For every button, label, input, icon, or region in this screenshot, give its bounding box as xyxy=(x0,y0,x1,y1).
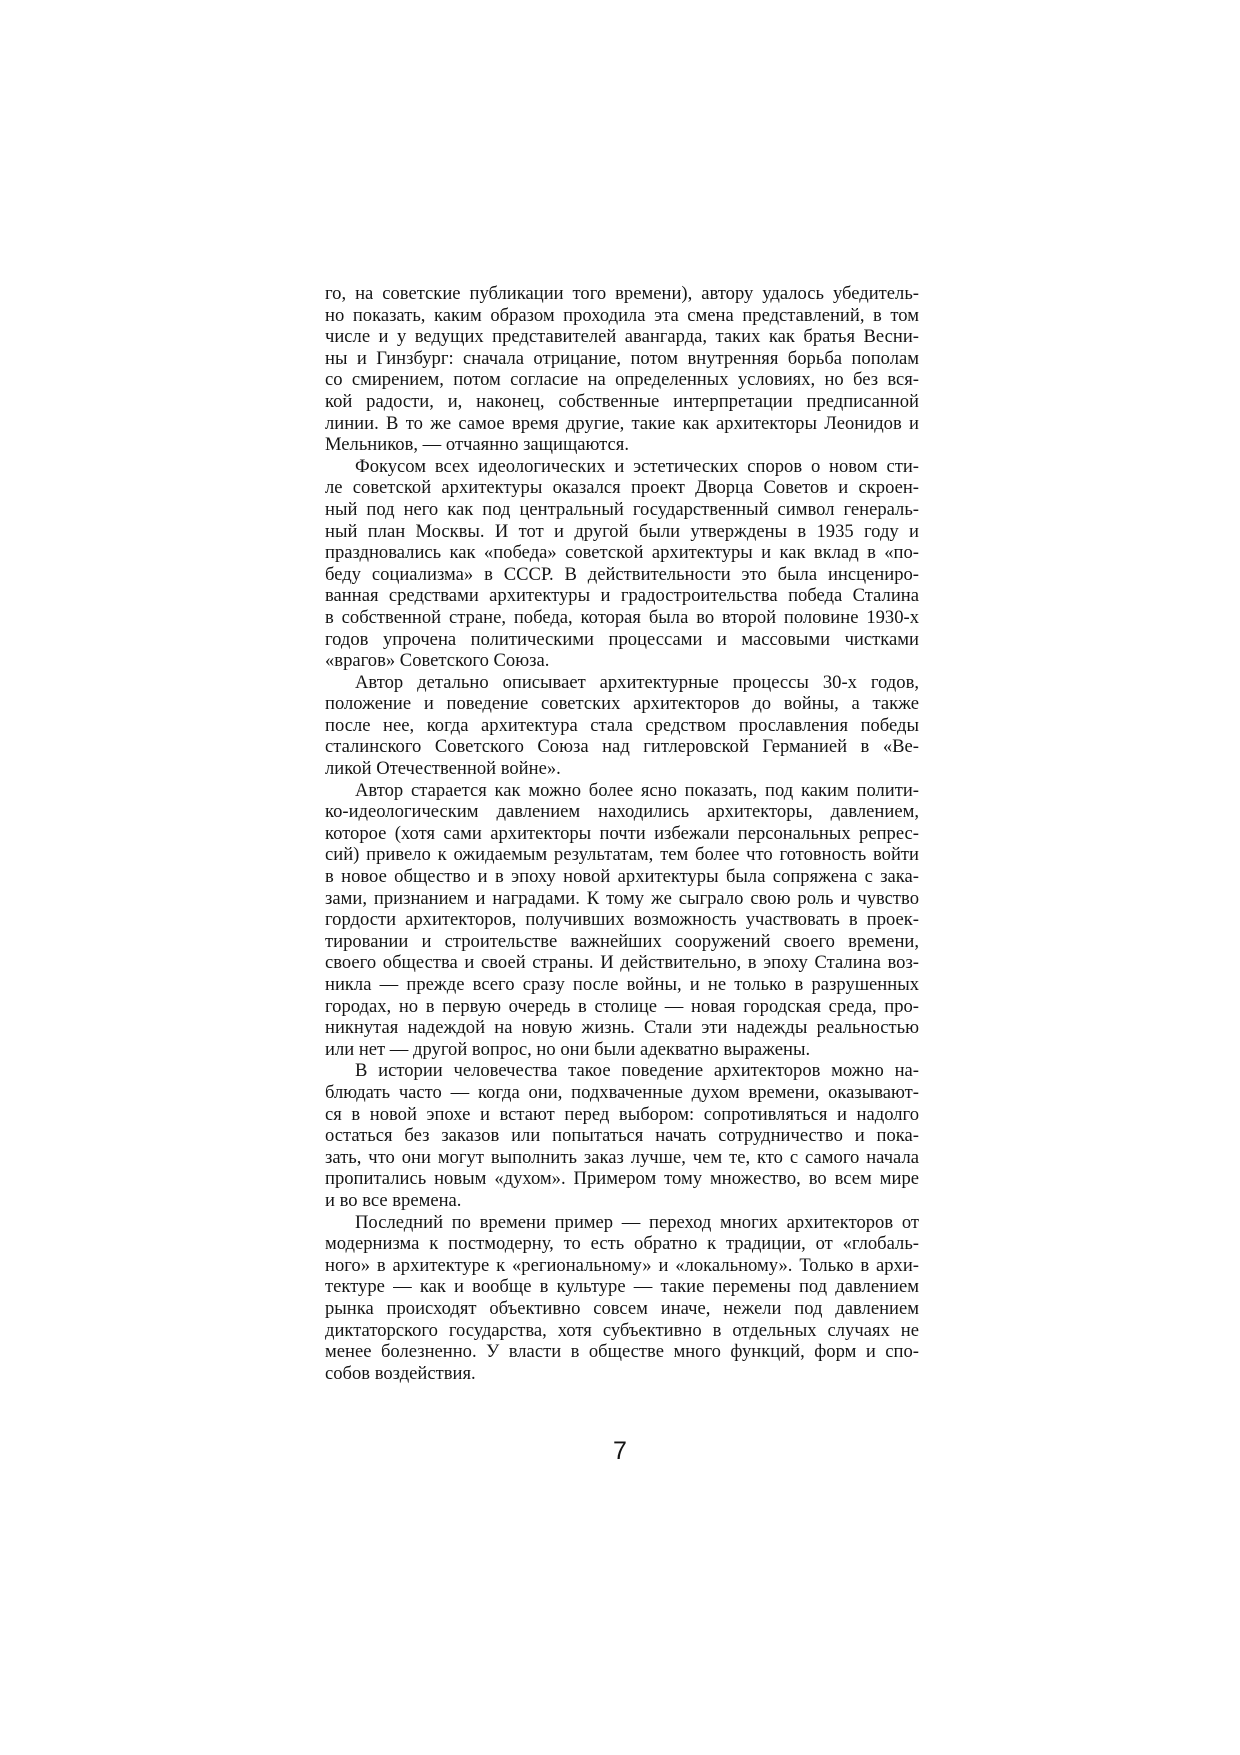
text-line: Мельников, — отчаянно защищаются. xyxy=(325,434,629,456)
text-line: ко-идеологическим давлением находились архитекторы, давлением, xyxy=(325,801,919,823)
text-line: сталинского Советского Союза над гитлеровской Германией в «Ве- xyxy=(325,736,919,758)
text-line: тировании и строительстве важнейших сооружений своего времени, xyxy=(325,930,919,952)
text-line: которое (хотя сами архитекторы почти избежали персональных репрес- xyxy=(325,822,919,844)
text-line: праздновались как «победа» советской архитектуры и как вклад в «по- xyxy=(325,542,919,564)
text-line: или нет — другой вопрос, но они были адекватно выражены. xyxy=(325,1038,811,1060)
text-line: модернизма к постмодерну, то есть обратно к традиции, от «глобаль- xyxy=(325,1233,919,1255)
text-line: тектуре — как и вообще в культуре — такие перемены под давлением xyxy=(325,1276,919,1298)
text-line: городах, но в первую очередь в столице — новая городская среда, про- xyxy=(325,995,919,1017)
text-line: Фокусом всех идеологических и эстетических споров о новом сти- xyxy=(355,455,919,477)
text-line: беду социализма» в СССР. В действительности это была инсцениро- xyxy=(325,563,919,585)
text-line: ванная средствами архитектуры и градостроительства победа Сталина xyxy=(325,585,919,607)
paragraph xyxy=(325,672,919,780)
paragraph xyxy=(325,456,919,672)
text-line: рынка происходят объективно совсем иначе, нежели под давлением xyxy=(325,1297,919,1319)
text-line: блюдать часто — когда они, подхваченные духом времени, оказывают- xyxy=(325,1081,919,1103)
text-line: ный план Москвы. И тот и другой были утверждены в 1935 году и xyxy=(325,520,919,542)
text-line: Автор детально описывает архитектурные процессы 30-х годов, xyxy=(355,671,919,693)
text-line: годов упрочена политическими процессами и массовыми чистками xyxy=(325,628,919,650)
text-line: пропитались новым «духом». Примером тому множество, во всем мире xyxy=(325,1168,919,1190)
text-line: положение и поведение советских архитекторов до войны, а также xyxy=(325,693,919,715)
text-line: ся в новой эпохе и встают перед выбором: сопротивляться и надолго xyxy=(325,1103,919,1125)
text-line: никнутая надеждой на новую жизнь. Стали эти надежды реальностью xyxy=(325,1017,919,1039)
text-line: зать, что они могут выполнить заказ лучше, чем те, кто с самого начала xyxy=(325,1146,919,1168)
text-line: ны и Гинзбург: сначала отрицание, потом внутренняя борьба пополам xyxy=(325,347,919,369)
text-line: числе и у ведущих представителей авангарда, таких как братья Весни- xyxy=(325,326,919,348)
text-line: В истории человечества такое поведение архитекторов можно на- xyxy=(355,1060,919,1082)
paragraph xyxy=(325,1060,919,1211)
paragraph xyxy=(325,780,919,1061)
text-line: но показать, каким образом проходила эта смена представлений, в том xyxy=(325,304,919,326)
text-line: диктаторского государства, хотя субъективно в отдельных случаях не xyxy=(325,1319,919,1341)
page-number: 7 xyxy=(613,1437,627,1465)
text-line: со смирением, потом согласие на определенных условиях, но без вся- xyxy=(325,369,919,391)
text-line: Последний по времени пример — переход многих архитекторов от xyxy=(355,1211,919,1233)
text-line: го, на советские публикации того времени), автору удалось убедитель- xyxy=(325,283,919,304)
text-line: собов воздействия. xyxy=(325,1362,476,1384)
text-line: в собственной стране, победа, которая была во второй половине 1930-х xyxy=(325,606,919,628)
text-line: гордости архитекторов, получивших возможность участвовать в проек- xyxy=(325,909,919,931)
text-line: зами, признанием и наградами. К тому же сыграло свою роль и чувство xyxy=(325,887,919,909)
text-line: ного» в архитектуре к «региональному» и «локальному». Только в архи- xyxy=(325,1254,919,1276)
text-line: никла — прежде всего сразу после войны, и не только в разрушенных xyxy=(325,974,919,995)
text-line: и во все времена. xyxy=(325,1189,462,1211)
text-line: менее болезненно. У власти в обществе много функций, форм и спо- xyxy=(325,1341,919,1363)
text-line: после нее, когда архитектура стала средством прославления победы xyxy=(325,714,919,736)
body-text xyxy=(325,283,919,1384)
text-line: Автор старается как можно более ясно показать, под каким полити- xyxy=(355,779,919,801)
text-line: остаться без заказов или попытаться начать сотрудничество и пока- xyxy=(325,1125,919,1147)
text-line: своего общества и своей страны. И действительно, в эпоху Сталина воз- xyxy=(325,952,919,974)
text-line: линии. В то же самое время другие, такие как архитекторы Леонидов и xyxy=(325,412,919,434)
text-line: ликой Отечественной войне». xyxy=(325,758,561,780)
text-line: кой радости, и, наконец, собственные интерпретации предписанной xyxy=(325,390,919,412)
paragraph xyxy=(325,283,919,456)
text-line: сий) привело к ожидаемым результатам, тем более что готовность войти xyxy=(325,844,919,866)
text-line: ле советской архитектуры оказался проект Дворца Советов и скроен- xyxy=(325,477,919,499)
text-line: в новое общество и в эпоху новой архитектуры была сопряжена с зака- xyxy=(325,866,919,888)
paragraph xyxy=(325,1212,919,1385)
text-line: «врагов» Советского Союза. xyxy=(325,650,550,672)
text-line: ный под него как под центральный государственный символ генераль- xyxy=(325,498,919,520)
